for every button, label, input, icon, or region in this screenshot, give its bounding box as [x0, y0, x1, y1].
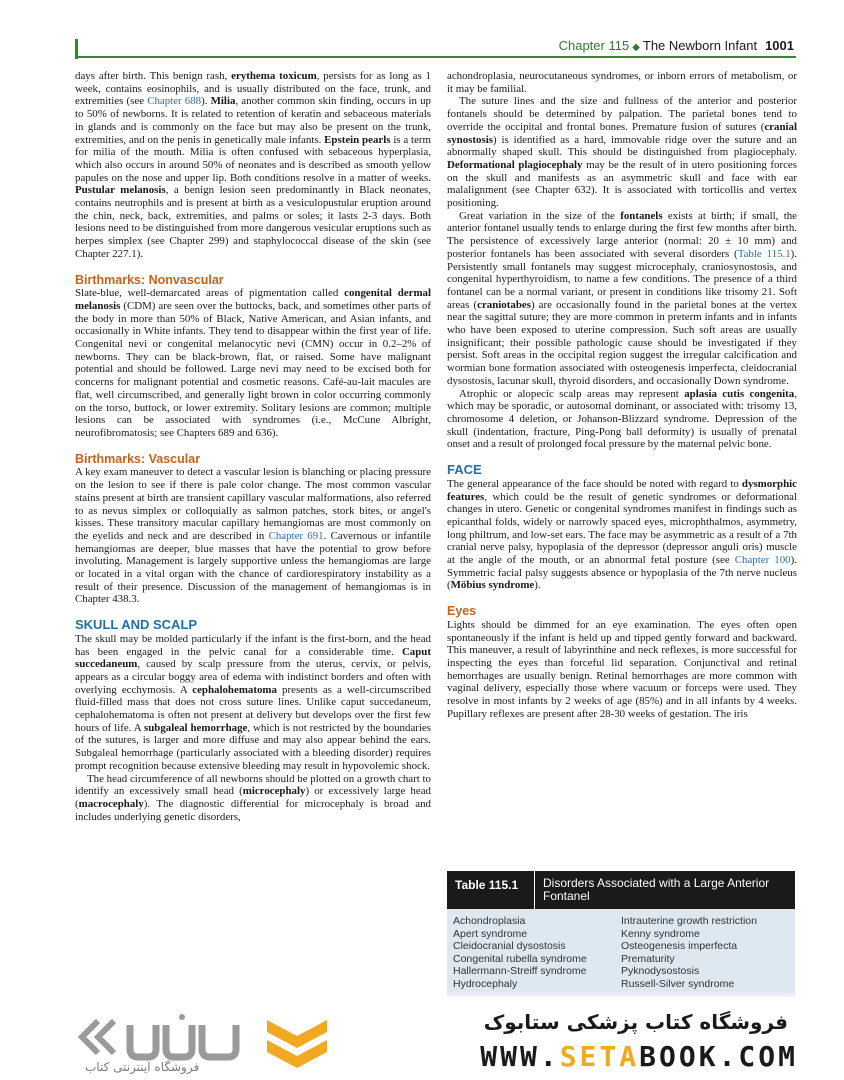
- running-head: [559, 38, 794, 53]
- table-cell: Apert syndrome: [453, 927, 528, 940]
- right-column: [447, 70, 797, 720]
- left-column: [75, 70, 431, 823]
- paragraph: Great variation in the size of the fontanels exists at birth; if small, the anterior fontanel usually tends to enlarge during the first few months after birth. The persistence of excessively large anterior (normal: 20 ± 10 mm) and posterior fontanels has been associated with several disorders (Table 115.1). Persistently small fontanels may suggest microcephaly, craniosynostosis, and congenital hyperthyroidism, to name a few conditions. The presence of a third fontanel can be a normal variant, or present in conditions like trisomy 21. Soft areas (craniotabes) are occasionally found in the parietal bones at the vertex near the sagittal suture; they are more common in preterm infants and in infants who have been exposed to uterine compression. Such soft areas are usually insignificant; their possible pathologic cause should be investigated if they persist. Soft areas in the occipital region suggest the irregular calcification and wormian bone formation associated with osteogenesis imperfecta, cleidocranial dysostosis, lacunar skull, thyroid disorders, and occasionally Down syndrome.: [447, 209, 798, 387]
- table-cell: Hydrocephaly: [453, 977, 518, 990]
- store-url[interactable]: WWW.SETABOOK.COM: [480, 1040, 798, 1073]
- header-rule: [75, 56, 796, 58]
- table-column-1: [453, 915, 621, 991]
- chapter-number: Chapter 115: [558, 38, 630, 53]
- table-cell: Prematurity: [621, 952, 675, 965]
- table-cell: Kenny syndrome: [621, 927, 700, 940]
- heading-eyes: Eyes: [447, 604, 477, 619]
- chapter-link[interactable]: Chapter 688: [147, 95, 202, 108]
- table-cell: Intrauterine growth restriction: [621, 915, 757, 927]
- chevron-logo-icon: [262, 1012, 332, 1070]
- table-column-2: [621, 915, 789, 991]
- table-link[interactable]: Table 115.1: [737, 247, 791, 260]
- paragraph: A key exam maneuver to detect a vascular lesion is blanching or placing pressure on the lesion to see if there is pale color change. The most common vascular stains present at birth are transient capillary vascular malformations, also referred to as nevus simplex or colloquially as salmon patches, stork bites, or angel's kisses. These transitory macular capillary hemangiomas are most commonly on the eyelids and neck and are described in Chapter 691. Cavernous or infantile hemangiomas are deeper, blue masses that have the potential to grow before involuting. Management is largely supportive unless the hemangiomas are large or located in a vital organ with the chance of cardiorespiratory instability as a result of their presence. Discussion of the management of hemangiomas is in Chapter 438.3.: [75, 466, 431, 606]
- paragraph: The suture lines and the size and fullness of the anterior and posterior fontanels should be determined by palpation. The parietal bones tend to override the occipital and frontal bones. Premature fusion of sutures (cranial synostosis) is identified as a hard, immovable ridge over the suture and an abnormally shaped skull. This should be distinguished from plagiocephaly. Deformational plagiocephaly may be the result of in utero positioning forces on the skull and manifests as an asymmetric skull and face with ear malalignment (see Chapter 632). It is associated with torticollis and vertex positioning.: [447, 95, 797, 210]
- table-115-1: [447, 871, 795, 997]
- heading-birthmarks-nonvascular: Birthmarks: Nonvascular: [75, 272, 224, 287]
- chapter-link[interactable]: Chapter 691: [268, 529, 324, 542]
- table-cell: Cleidocranial dysostosis: [453, 940, 566, 953]
- diamond-icon: ◆: [632, 42, 640, 53]
- paragraph: The skull may be molded particularly if the infant is the first-born, and the head has been engaged in the pelvic canal for a considerable time. Caput succedaneum, caused by scalp pressure from the uterus, cervix, or pelvis, appears as a circular boggy area of edema with indistinct borders and often with overlying ecchymosis. A cephalohematoma presents as a well-circumscribed fluid-filled mass that does not cross suture lines. Unlike caput succedaneum, cephalohematoma is often not present at delivery but develops over the first few hours of life. A subgaleal hemorrhage, which is not restricted by the boundaries of the sutures, is larger and more diffuse and may also appear behind the ears. Subgaleal hemorrhage (particularly associated with a bleeding disorder) requires prompt recognition because extensive bleeding may result in hypovolemic shock.: [75, 632, 432, 772]
- table-header: [447, 871, 795, 909]
- table-cell: Osteogenesis imperfecta: [621, 940, 738, 953]
- paragraph: days after birth. This benign rash, erythema toxicum, persists for as long as 1 week, contains eosinophils, and is usually distributed on the face, trunk, and extremities (see Chapter 688). Milia, another common skin finding, occurs in up to 50% of newborns. It is related to retention of keratin and sebaceous materials in glands and is commonly on the face but may also be present on the trunk, extremities, and on the penis in genetically male infants. Epstein pearls is a term for milia of the mouth. Milia is often confused with sebaceous hyperplasia, which also occurs in around 50% of neonates and is described as smooth yellow papules on the nose and upper lip. Both conditions resolve in a matter of weeks. Pustular melanosis, a benign lesion seen predominantly in Black neonates, contains neutrophils and is present at birth as a vesiculopustular eruption around the chin, neck, back, extremities, and palms or soles; it lasts 2-3 days. Both lesions need to be distinguished from more dangerous vesicular eruptions such as herpes simplex (see Chapter 299) and staphylococcal disease of the skin (see Chapter 227.1).: [75, 70, 432, 260]
- table-cell: Pyknodysostosis: [621, 965, 700, 978]
- table-cell: Hallermann-Streiff syndrome: [453, 965, 587, 978]
- paragraph: Lights should be dimmed for an eye examination. The eyes often open spontaneously if the infant is held up and tipped gently forward and backward. This maneuver, a result of labyrinthine and neck reflexes, is more successful for inspecting the eyes than forceful lid separation. Conjunctival and retinal hemorrhages are usually benign. Retinal hemorrhages are more common with vaginal delivery, especially those where vacuum or forceps were used. They resolve in most infants by 2 weeks of age (85%) and in all infants by 4 weeks. Pupillary reflexes are present after 28-30 weeks of gestation. The iris: [447, 618, 797, 720]
- page-number: 1001: [765, 38, 794, 53]
- paragraph: achondroplasia, neurocutaneous syndromes, or inborn errors of metabolism, or it may be familial.: [447, 70, 797, 95]
- store-name: فروشگاه کتاب پزشکی ستابوک: [483, 1010, 788, 1034]
- table-cell: Russell-Silver syndrome: [621, 977, 735, 990]
- table-title: Disorders Associated with a Large Anterior Fontanel: [543, 876, 770, 903]
- paragraph: The head circumference of all newborns should be plotted on a growth chart to identify an excessively small head (microcephaly) or excessively large head (macrocephaly). The diagnostic differential for microcephaly is broad and includes underlying genetic disorders,: [75, 772, 431, 823]
- heading-skull-and-scalp: SKULL AND SCALP: [75, 617, 198, 633]
- table-cell: Achondroplasia: [453, 915, 526, 927]
- logo-subtitle: فروشگاه اینترنتی کتاب: [85, 1060, 200, 1074]
- paragraph: Atrophic or alopecic scalp areas may represent aplasia cutis congenita, which may be sporadic, or autosomal dominant, or associated with: trisomy 13, chromosome 4 deletion, or Johanson-Blizzard syndrome. Depression of the skull (indentation, fracture, Ping-Pong ball deformity) is usually of prenatal onset and a result of prolonged focal pressure by the maternal pelvic bone.: [447, 387, 797, 451]
- chapter-link[interactable]: Chapter 100: [734, 554, 791, 567]
- heading-face: FACE: [447, 462, 482, 478]
- table-cell: Congenital rubella syndrome: [453, 952, 587, 965]
- heading-birthmarks-vascular: Birthmarks: Vascular: [75, 451, 201, 466]
- chapter-title: The Newborn Infant: [642, 38, 758, 53]
- paragraph: Slate-blue, well-demarcated areas of pigmentation called congenital dermal melanosis (CDM) are seen over the buttocks, back, and sometimes other parts of the body in more than 50% of Black, Native American, and Asian infants, and occasionally in White infants. They tend to disappear within the first year of life. Congenital nevi or congenital melanocytic nevi (CMN) occur in 0.2–2% of newborns. They can be black-brown, flat, or raised. Some have malignant potential and should be followed. Large nevi may need to be excised both for concerns for malignant potential and cosmetic reasons. Café-au-lait macules are flat, well circumscribed, and generally light brown in color occurring commonly on the torso, buttock, or lower extremity. Solitary lesions are common; multiple lesions can be associated with syndromes (i.e., McCune Albright, neurofibromatosis; see Chapters 689 and 636).: [75, 287, 431, 439]
- paragraph: The general appearance of the face should be noted with regard to dysmorphic features, which could be the result of genetic syndromes or deformational changes in utero. Genetic or congenital syndromes manifest in findings such as epicanthal folds, widely or narrowly spaced eyes, microphthalmos, asymmetry, long philtrum, and low-set ears. The face may be asymmetric as a result of a 7th cranial nerve palsy, hypoplasia of the depressor (depressor anguli oris) muscle at the angle of the mouth, or an abnormal fetal posture (see Chapter 100). Symmetric facial palsy suggests absence or hypoplasia of the 7th nerve nucleus (Möbius syndrome).: [447, 477, 797, 592]
- table-body: [447, 909, 795, 997]
- table-label: Table 115.1: [447, 871, 535, 909]
